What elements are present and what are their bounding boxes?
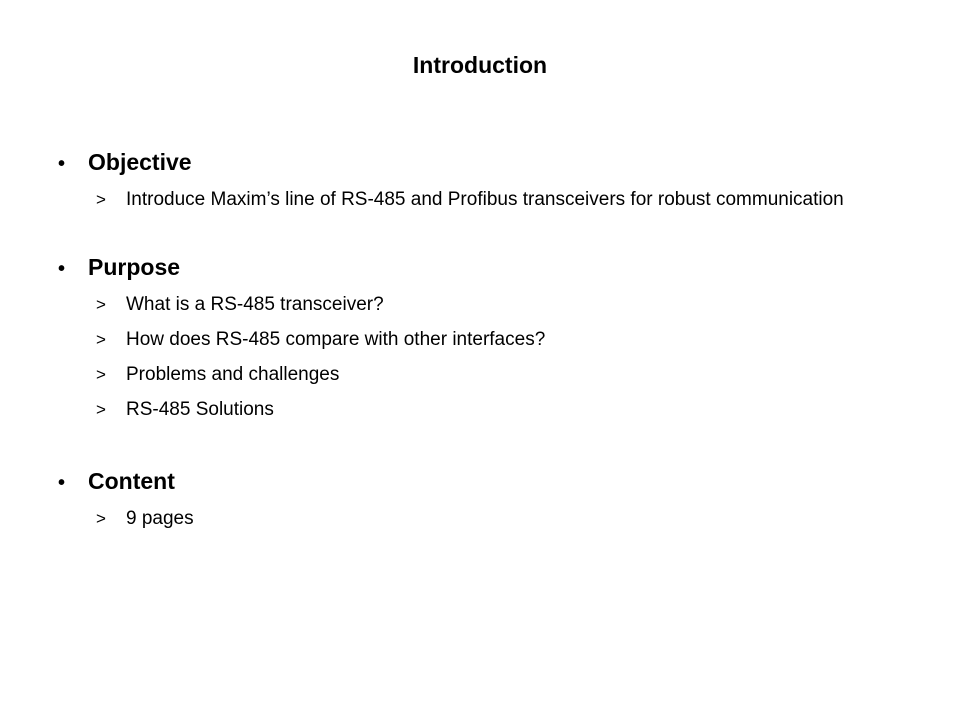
section-heading-objective: Objective (88, 149, 192, 175)
list-item (96, 398, 918, 422)
list-item (96, 507, 918, 531)
list-item-text: RS-485 Solutions (126, 399, 274, 420)
section-heading-row (58, 148, 918, 178)
sub-list (58, 293, 918, 422)
list-item-text: 9 pages (126, 508, 194, 529)
list-item-text: What is a RS-485 transceiver? (126, 294, 384, 315)
bullet-dot-icon: • (58, 258, 66, 280)
list-item-text: Problems and challenges (126, 364, 340, 385)
arrow-bullet-icon: > (96, 190, 106, 209)
sub-list (58, 188, 918, 212)
section-heading-row (58, 467, 918, 497)
list-item (96, 293, 918, 317)
bullet-dot-icon: • (58, 472, 66, 494)
list-item (96, 188, 918, 212)
arrow-bullet-icon: > (96, 330, 106, 349)
section-heading-content: Content (88, 468, 175, 494)
arrow-bullet-icon: > (96, 295, 106, 314)
list-item (96, 328, 918, 352)
bullet-dot-icon: • (58, 153, 66, 175)
section-content (58, 467, 918, 542)
section-heading-purpose: Purpose (88, 254, 181, 280)
section-purpose (58, 253, 918, 433)
slide-title: Introduction (412, 52, 548, 78)
arrow-bullet-icon: > (96, 365, 106, 384)
sub-list (58, 507, 918, 531)
arrow-bullet-icon: > (96, 400, 106, 419)
list-item-text: How does RS-485 compare with other interfaces? (126, 329, 546, 350)
arrow-bullet-icon: > (96, 509, 106, 528)
list-item (96, 363, 918, 387)
section-objective (58, 148, 918, 223)
list-item-text: Introduce Maxim’s line of RS-485 and Profibus transceivers for robust communication (126, 189, 844, 210)
section-heading-row (58, 253, 918, 283)
